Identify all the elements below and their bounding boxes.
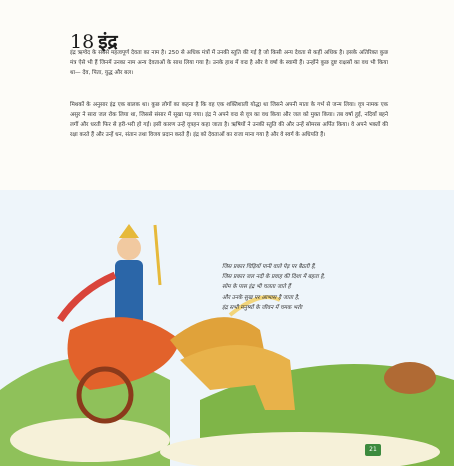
poem-line: और उनके सुख पर आभास है जाता है, <box>222 294 300 301</box>
poem-line: जिस प्रकार जल नदी के प्रवाह की दिशा में बहता है, <box>222 274 326 281</box>
poem-line: सोम के पास इंद्र भी चलता जाते हैं <box>222 284 291 291</box>
poem-line: जिस प्रकार चिड़ियाँ पानी वाले पेड़ पर बैठती हैं, <box>222 264 316 270</box>
poem-verse <box>222 262 392 313</box>
page-number: 21 <box>365 444 381 456</box>
chapter-title: इंद्र <box>98 31 118 53</box>
chapter-number: 18 <box>70 31 95 53</box>
broken-pot <box>384 362 436 394</box>
indra-chariot-illustration <box>0 190 454 466</box>
indra-head <box>117 236 141 260</box>
paragraph-myth: मिथकों के अनुसार इंद्र एक बालक था। कुछ लोगों का कहना है कि वह एक शक्तिशाली योद्धा था जिसने अपनी माता के गर्भ से जन्म लिया। वृत्र नामक एक असुर ने सारा जल रोक लिया था, जिससे संसार में सूखा पड़ गया। इंद्र ने अपने वज्र से वृत्र का वध किया और जल को मुक्त किया। तब वर्षा हुई, नदियाँ बहने लगीं और धरती फिर से हरी-भरी हो गई। इसी कारण उन्हें वृत्रहन कहा जाता है। ऋषियों ने उनकी स्तुति की और उन्हें सोमरस अर्पित किया। वे अपने भक्तों की रक्षा करते हैं और उन्हें धन, संतान तथा विजय प्रदान करते हैं। इंद्र को देवताओं का राजा माना गया है और वे स्वर्ग के अधिपति हैं। <box>70 102 388 138</box>
cloud <box>10 418 170 462</box>
paragraph-intro: इंद्र ऋग्वेद के सबसे महत्वपूर्ण देवता का नाम है। 250 से अधिक मंत्रों में उनकी स्तुति की गई है जो किसी अन्य देवता से कहीं अधिक है। इसके अतिरिक्त कुछ मंत्र ऐसे भी हैं जिनमें उनका नाम अन्य देवताओं के साथ लिया गया है। उनके हाथ में वज्र है और वे वर्षा के स्वामी हैं। उन्होंने कुछ दुष्ट राक्षसों का वध भी किया था— देव, पिता, युद्ध और बल। <box>70 50 388 76</box>
poem-line: इंद्र सभी मनुष्यों के जीवन में चमक भरो! <box>222 304 304 311</box>
